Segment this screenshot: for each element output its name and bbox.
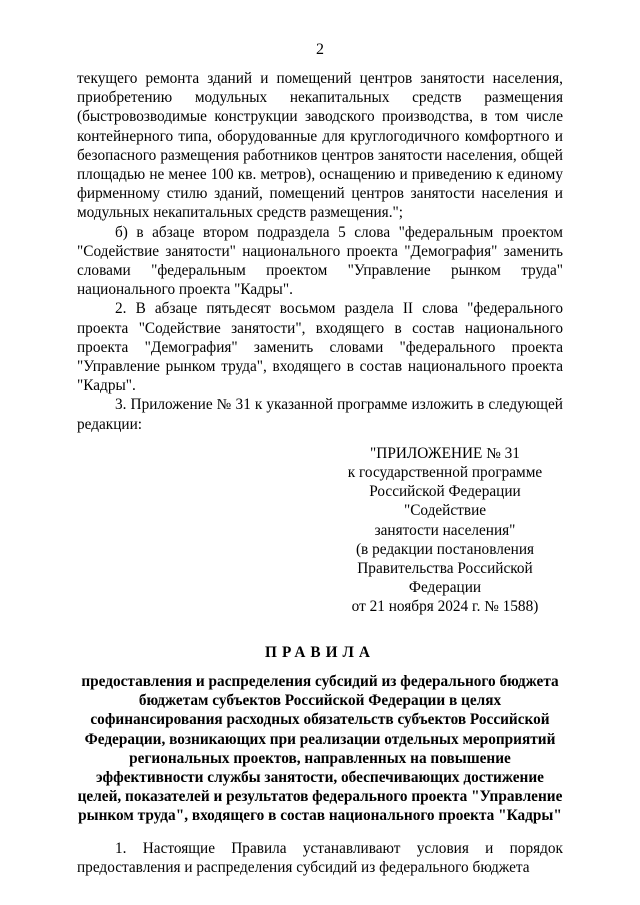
appendix-line: занятости населения": [374, 521, 516, 539]
appendix-line: "ПРИЛОЖЕНИЕ № 31: [370, 444, 520, 462]
appendix-header: [327, 444, 563, 617]
page-number: 2: [316, 41, 324, 58]
document-title: ПРАВИЛА: [265, 643, 375, 661]
paragraph-item-3: 3. Приложение № 31 к указанной программе изложить в следующей редакции:: [77, 396, 563, 433]
paragraph-item-b: б) в абзаце втором подраздела 5 слова "федеральным проектом "Содействие занятости" национального проекта "Демография" заменить словами "федеральным проектом "Управление рынком труда" национального проекта "Кадры".: [77, 223, 563, 299]
appendix-line: от 21 ноября 2024 г. № 1588): [351, 598, 539, 616]
document-subtitle: предоставления и распределения субсидий из федерального бюджета бюджетам субъектов Российской Федерации в целях софинансирования расходных обязательств субъектов Российской Федерации, возникающих при реализации отдельных мероприятий региональных проектов, направленных на повышение эффективности службы занятости, обеспечивающих достижение целей, показателей и результатов федерального проекта "Управление рынком труда", входящего в состав национального проекта "Кадры": [77, 672, 563, 825]
paragraph-item-2: 2. В абзаце пятьдесят восьмом раздела II слова "федерального проекта "Содействие занятости", входящего в состав национального проекта "Демография" заменить словами "федерального проекта "Управление рынком труда", входящего в состав национального проекта "Кадры".: [77, 300, 563, 395]
appendix-line: (в редакции постановления: [355, 540, 535, 558]
appendix-line: Российской Федерации "Содействие: [369, 483, 521, 520]
document-body: [77, 69, 563, 877]
appendix-line: к государственной программе: [347, 464, 543, 482]
paragraph-rule-1: 1. Настоящие Правила устанавливают условия и порядок предоставления и распределения субсидий из федерального бюджета: [77, 839, 563, 876]
paragraph-continuation: текущего ремонта зданий и помещений центров занятости населения, приобретению модульных некапитальных средств размещения (быстровозводимые конструкции заводского производства, в том числе контейнерного типа, оборудованные для круглогодичного комфортного и безопасного размещения работников центров занятости населения, общей площадью не менее 100 кв. метров), оснащению и приведению к единому фирменному стилю зданий, помещений центров занятости населения и модульных некапитальных средств размещения.";: [77, 70, 563, 222]
appendix-line: Правительства Российской Федерации: [357, 560, 533, 597]
